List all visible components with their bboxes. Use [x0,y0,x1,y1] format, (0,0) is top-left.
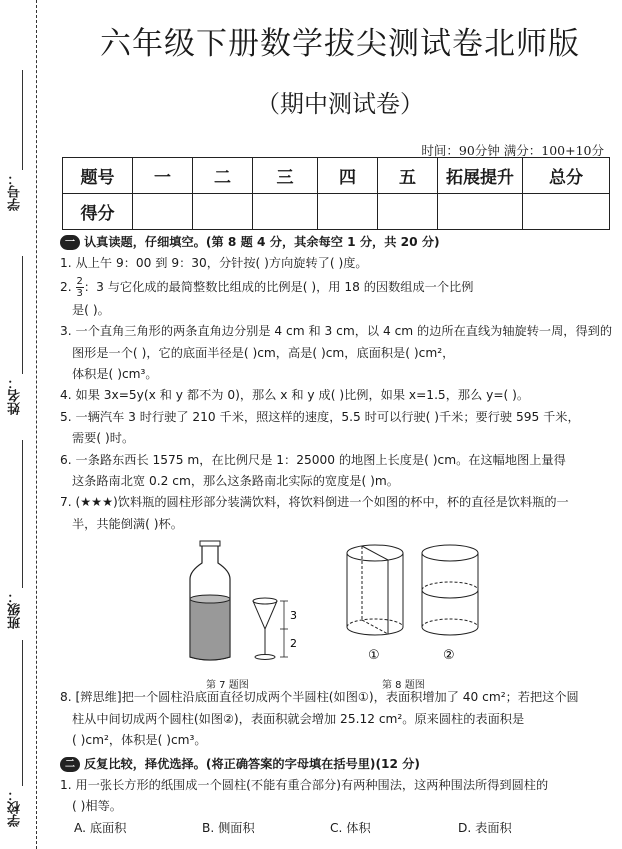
question-1-5-line2: 需要( )时。 [72,431,135,446]
question-1-2-line1 [60,275,612,300]
score-header-cell: 拓展提升 [438,158,523,194]
score-entry-cell[interactable] [193,194,253,230]
question-1-2-number: 2. [60,279,76,294]
section-1-number: 一 [60,235,80,250]
question-2-1-line1: 1. 用一张长方形的纸围成一个圆柱(不能有重合部分)有两种围法，这两种围法所得到圆柱的 [60,777,549,792]
score-table [62,157,610,230]
exam-content [60,232,612,839]
figure-8-label-2: ② [443,648,455,664]
score-header-cell: 总分 [523,158,610,194]
page-subtitle: （期中测试卷） [256,90,424,118]
figure-8-caption: 第 8 题图 [382,680,425,692]
question-1-5-line1: 5. 一辆汽车 3 时行驶了 210 千米，照这样的速度，5.5 时可以行驶( )千米；要行驶 595 千米， [60,409,580,424]
section-1-title: 认真读题，仔细填空。(第 8 题 4 分，其余每空 1 分，共 20 分) [84,235,440,249]
score-entry-cell[interactable] [378,194,438,230]
question-1-3-line3: 体积是( )cm³。 [72,367,158,382]
question-1-1: 1. 从上午 9：00 到 9：30，分针按( )方向旋转了( )度。 [60,256,368,271]
score-table-score-row [63,194,610,230]
cup-dimension-top: 3 [290,609,297,623]
question-1-8-line1: 8. [辨思维]把一个圆柱沿底面直径切成两个半圆柱(如图①)，表面积增加了 40 cm²；若把这个圆 [60,690,579,705]
section-2-title: 反复比较，择优选择。(将正确答案的字母填在括号里)(12 分) [84,756,420,771]
option-b[interactable]: B. 侧面积 [202,820,255,835]
fraction-denominator: 3 [76,287,83,299]
name-label: 姓名： [8,376,23,415]
score-table-header-row [63,158,610,194]
school-label: 学校： [8,788,23,827]
question-1-6-line2: 这条路南北宽 0.2 cm，那么这条路南北实际的宽度是( )m。 [72,474,399,489]
binding-dashed-line [36,0,37,849]
bottle-and-cup-figure [180,539,330,669]
score-header-cell: 一 [133,158,193,194]
score-header-cell: 题号 [63,158,133,194]
question-1-2-text: ：3 与它化成的最简整数比组成的比例是( )，用 18 的因数组成一个比例 [83,279,474,294]
figure-8-label-1: ① [368,648,380,664]
score-header-cell: 四 [318,158,378,194]
student-id-rule [22,70,23,170]
question-1-4: 4. 如果 3x=5y(x 和 y 都不为 0)，那么 x 和 y 成( )比例，如果 x=1.5，那么 y=( )。 [60,388,530,403]
name-rule [22,256,23,374]
question-2-1-options [60,818,612,839]
score-entry-cell[interactable] [438,194,523,230]
cup-dimension-bottom: 2 [290,637,297,651]
fraction-numerator: 2 [76,275,83,287]
question-1-6-line1: 6. 一条路东西长 1575 m，在比例尺是 1：25000 的地图上长度是( )cm。在这幅地图上量得 [60,452,566,467]
question-1-3-line2: 图形是一个( )，它的底面半径是( )cm，高是( )cm，底面积是( )cm²， [72,345,455,360]
question-1-2-line2: 是( )。 [72,302,110,317]
class-rule [22,440,23,588]
question-1-7-line2: 半，共能倒满( )杯。 [72,516,183,531]
fraction-two-thirds [76,276,84,299]
score-header-cell: 五 [378,158,438,194]
score-header-cell: 二 [193,158,253,194]
cylinders-figure [340,535,490,667]
option-a[interactable]: A. 底面积 [74,820,127,835]
score-entry-cell[interactable] [523,194,610,230]
question-1-8-line2: 柱从中间切成两个圆柱(如图②)，表面积就会增加 25.12 cm²。原来圆柱的表面积是 [72,711,525,726]
student-id-label: 学号： [8,172,23,211]
exam-meta: 时间：90分钟 满分：100+10分 [421,143,604,158]
score-entry-cell[interactable] [318,194,378,230]
page-title: 六年级下册数学拔尖测试卷北师版 [100,26,580,62]
question-1-8-line3: ( )cm²，体积是( )cm³。 [72,733,207,748]
class-label: 班级： [8,590,23,629]
figures-area [60,535,612,692]
section-1-heading [60,232,612,253]
school-rule [22,640,23,786]
option-c[interactable]: C. 体积 [330,820,371,835]
section-2-heading [60,754,612,775]
section-2-number: 二 [60,757,80,772]
question-1-3-line1: 3. 一个直角三角形的两条直角边分别是 4 cm 和 3 cm，以 4 cm 的边所在直线为轴旋转一周，得到的 [60,324,612,339]
question-1-7-line1: 7. (★★★)饮料瓶的圆柱形部分装满饮料，将饮料倒进一个如图的杯中，杯的直径是饮料瓶的一 [60,495,569,510]
score-row-label: 得分 [63,194,133,230]
score-entry-cell[interactable] [133,194,193,230]
figure-7-caption: 第 7 题图 [206,680,249,692]
option-d[interactable]: D. 表面积 [458,820,512,835]
score-entry-cell[interactable] [253,194,318,230]
question-2-1-line2: ( )相等。 [72,799,122,814]
score-header-cell: 三 [253,158,318,194]
